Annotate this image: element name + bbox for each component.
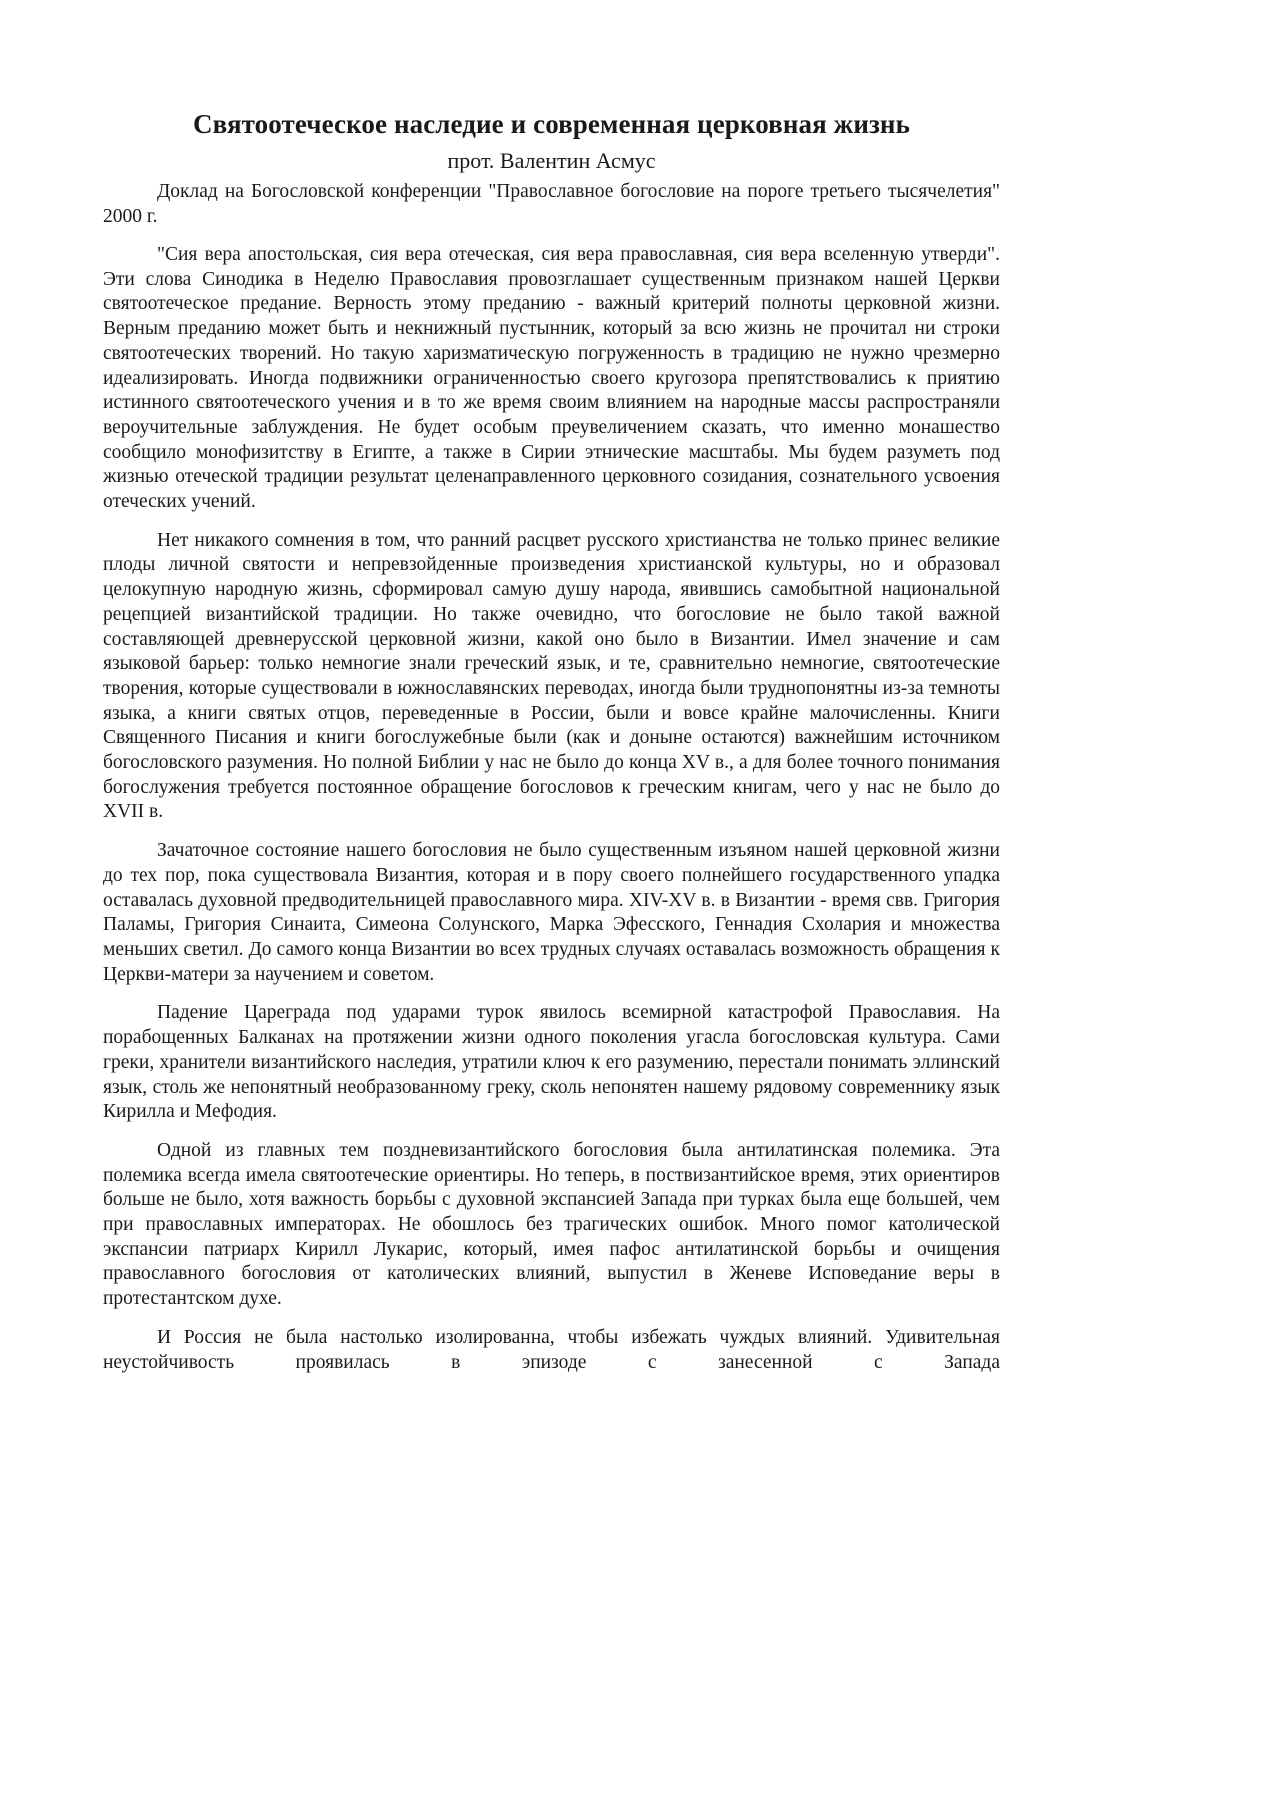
document-subtitle: Доклад на Богословской конференции "Православное богословие на пороге третьего тысячелетия" 2000 г. (103, 181, 1000, 227)
paragraph: Зачаточное состояние нашего богословия не было существенным изъяном нашей церковной жизни до тех пор, пока существовала Византия, которая и в пору своего полнейшего государственного упадка оставалась духовной предводительницей православного мира. XIV-XV в. в Византии - время свв. Григория Паламы, Григория Синаита, Симеона Солунского, Марка Эфесского, Геннадия Схолария и множества меньших светил. До самого конца Византии во всех трудных случаях оставалась возможность обращения к Церкви-матери за научением и советом. (103, 840, 1000, 985)
paragraph: Одной из главных тем поздневизантийского богословия была антилатинская полемика. Эта полемика всегда имела святоотеческие ориентиры. Но теперь, в поствизантийское время, этих ориентиров больше не было, хотя важность борьбы с духовной экспансией Запада при турках была еще большей, чем при православных императорах. Не обошлось без трагических ошибок. Много помог католической экспансии патриарх Кирилл Лукарис, который, имея пафос антилатинской борьбы и очищения православного богословия от католических влияний, выпустил в Женеве Исповедание веры в протестантском духе. (103, 1139, 1000, 1310)
document-author: прот. Валентин Асмус (447, 148, 656, 173)
paragraph: "Сия вера апостольская, сия вера отеческая, сия вера православная, сия вера вселенную утверди". Эти слова Синодика в Неделю Православия провозглашает существенным признаком нашей Церкви святоотеческое предание. Верность этому преданию - важный критерий полноты церковной жизни. Верным преданию может быть и некнижный пустынник, который за всю жизнь не прочитал ни строки святоотеческих творений. Но такую харизматическую погруженность в традицию не нужно чрезмерно идеализировать. Иногда подвижники ограниченностью своего кругозора препятствовались к приятию истинного святоотеческого учения и в то же время своим влиянием на народные массы распространяли вероучительные заблуждения. Не будет особым преувеличением сказать, что именно монашество сообщило монофизитству в Египте, а также в Сирии этнические масштабы. Мы будем разуметь под жизнью отеческой традиции результат целенаправленного церковного созидания, сознательного усвоения отеческих учений. (103, 244, 1000, 513)
paragraph: Нет никакого сомнения в том, что ранний расцвет русского христианства не только принес великие плоды личной святости и непревзойденные произведения христианской культуры, но и образовал целокупную народную жизнь, сформировал самую душу народа, явившись самобытной национальной рецепцией византийской традиции. Но также очевидно, что богословие не было такой важной составляющей древнерусской церковной жизни, какой оно было в Византии. Имел значение и сам языковой барьер: только немногие знали греческий язык, и те, сравнительно немногие, святоотеческие творения, которые существовали в южнославянских переводах, иногда были труднопонятны из-за темноты языка, а книги святых отцов, переведенные в России, были и вовсе крайне малочисленны. Книги Священного Писания и книги богослужебные были (как и доныне остаются) важнейшим источником богословского разумения. Но полной Библии у нас не было до конца XV в., а для более точного понимания богослужения требуется постоянное обращение богословов к греческим книгам, чего у нас не было до XVII в. (103, 529, 1000, 823)
document-body (103, 106, 1000, 1375)
paragraph: И Россия не была настолько изолированна, чтобы избежать чуждых влияний. Удивительная неустойчивость проявилась в эпизоде с занесенной с Запада (103, 1326, 1000, 1373)
paragraph: Падение Цареграда под ударами турок явилось всемирной катастрофой Православия. На порабощенных Балканах на протяжении жизни одного поколения угасла богословская культура. Сами греки, хранители византийского наследия, утратили ключ к его разумению, перестали понимать эллинский язык, столь же непонятный необразованному греку, сколь непонятен нашему рядовому современнику язык Кирилла и Мефодия. (103, 1002, 1000, 1123)
document-title: Святоотеческое наследие и современная церковная жизнь (193, 109, 910, 139)
